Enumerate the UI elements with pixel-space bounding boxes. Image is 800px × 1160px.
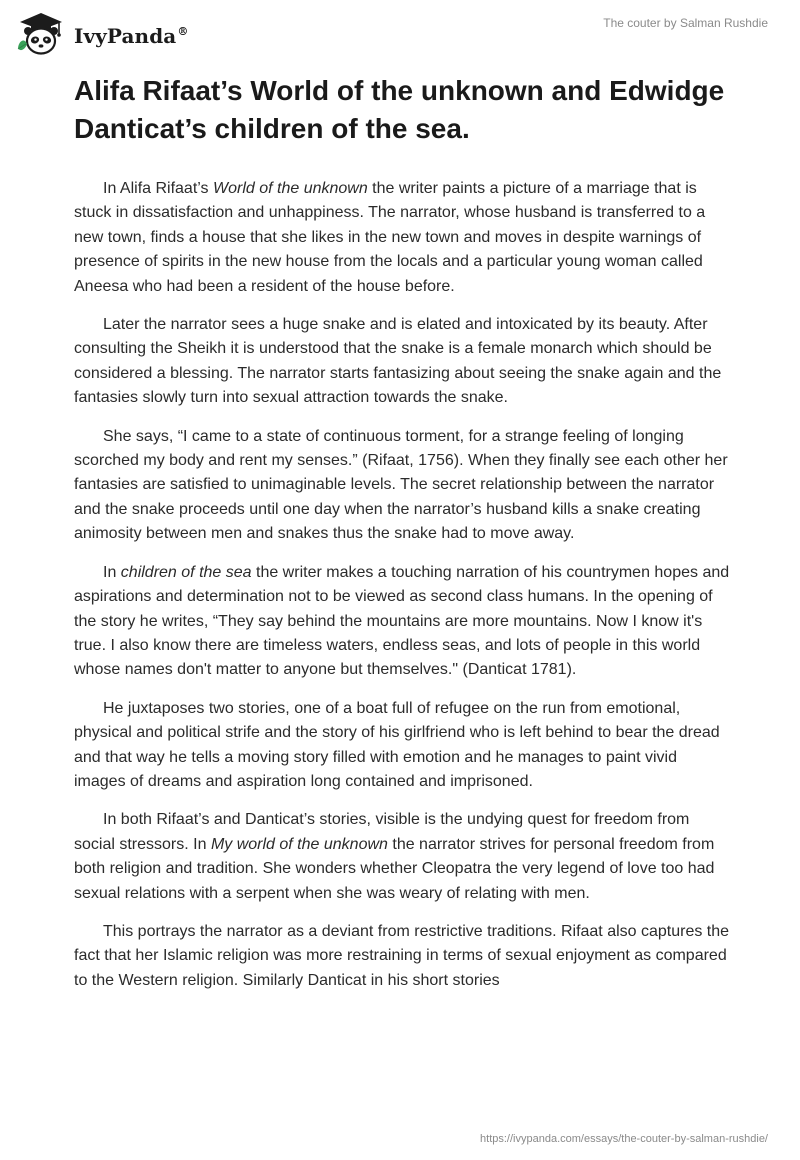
- italic-title: children of the sea: [120, 563, 252, 581]
- paragraph-3: She says, “I came to a state of continuous torment, for a strange feeling of longing scorched my body and rent my senses.” (Rifaat, 1756). When they finally see each other her fantasies are satisfied to unimaginable levels. The secret relationship between the narrator and the snake proceeds until one day when the narrator’s husband kills a snake creating animosity between men and snakes thus the snake had to move away.: [74, 427, 728, 543]
- page-header: [0, 0, 800, 70]
- paragraph-4: In children of the sea the writer makes a touching narration of his countrymen hopes and aspirations and determination not to be viewed as second class humans. In the opening of the story he writes, “They say behind the mountains are more mountains. Now I know it's true. I also know there are timeless waters, endless seas, and lots of people in this world whose names don't matter to anyone but themselves." (Danticat 1781).: [74, 563, 730, 679]
- italic-title: World of the unknown: [212, 180, 368, 197]
- source-url[interactable]: https://ivypanda.com/essays/the-couter-by-salman-rushdie/: [480, 1133, 768, 1145]
- running-title: The couter by Salman Rushdie: [603, 16, 768, 30]
- paragraph-7: This portrays the narrator as a deviant from restrictive traditions. Rifaat also captures the fact that her Islamic religion was more restraining in terms of sexual enjoyment as compared to the Western religion. Similarly Danticat in his short stories: [74, 922, 730, 989]
- ivypanda-logo[interactable]: [15, 11, 188, 57]
- panda-graduate-icon: [15, 11, 67, 57]
- italic-title: My world of the unknown: [210, 835, 388, 853]
- paragraph-5: He juxtaposes two stories, one of a boat full of refugee on the run from emotional, physical and political strife and the story of his girlfriend who is left behind to bear the dread and that way he tells a moving story filled with emotion and he manages to paint vivid images of dreams and aspiration long contained and imprisoned.: [74, 699, 720, 790]
- article-title: Alifa Rifaat’s World of the unknown and Edwidge Danticat’s children of the sea.: [74, 75, 725, 144]
- logo-wordmark: IvyPanda®: [74, 24, 189, 48]
- paragraph-2: Later the narrator sees a huge snake and is elated and intoxicated by its beauty. After consulting the Sheikh it is understood that the snake is a female monarch which should be considered a blessing. The narrator starts fantasizing about seeing the snake again and the fantasies slowly turn into sexual attraction towards the snake.: [74, 316, 722, 407]
- paragraph-1: In Alifa Rifaat’s World of the unknown the writer paints a picture of a marriage that is stuck in dissatisfaction and unhappiness. The narrator, whose husband is transferred to a new town, finds a house that she likes in the new town and moves in despite warnings of presence of spirits in the new house from the locals and a particular young woman called Aneesa who had been a resident of the house before.: [74, 180, 706, 295]
- article-body: [74, 72, 730, 1007]
- paragraph-6: In both Rifaat’s and Danticat’s stories, visible is the undying quest for freedom from social stressors. In My world of the unknown the narrator strives for personal freedom from both religion and tradition. She wonders whether Cleopatra the very legend of love too had sexual relations with a serpent when she was weary of relating with men.: [74, 811, 715, 902]
